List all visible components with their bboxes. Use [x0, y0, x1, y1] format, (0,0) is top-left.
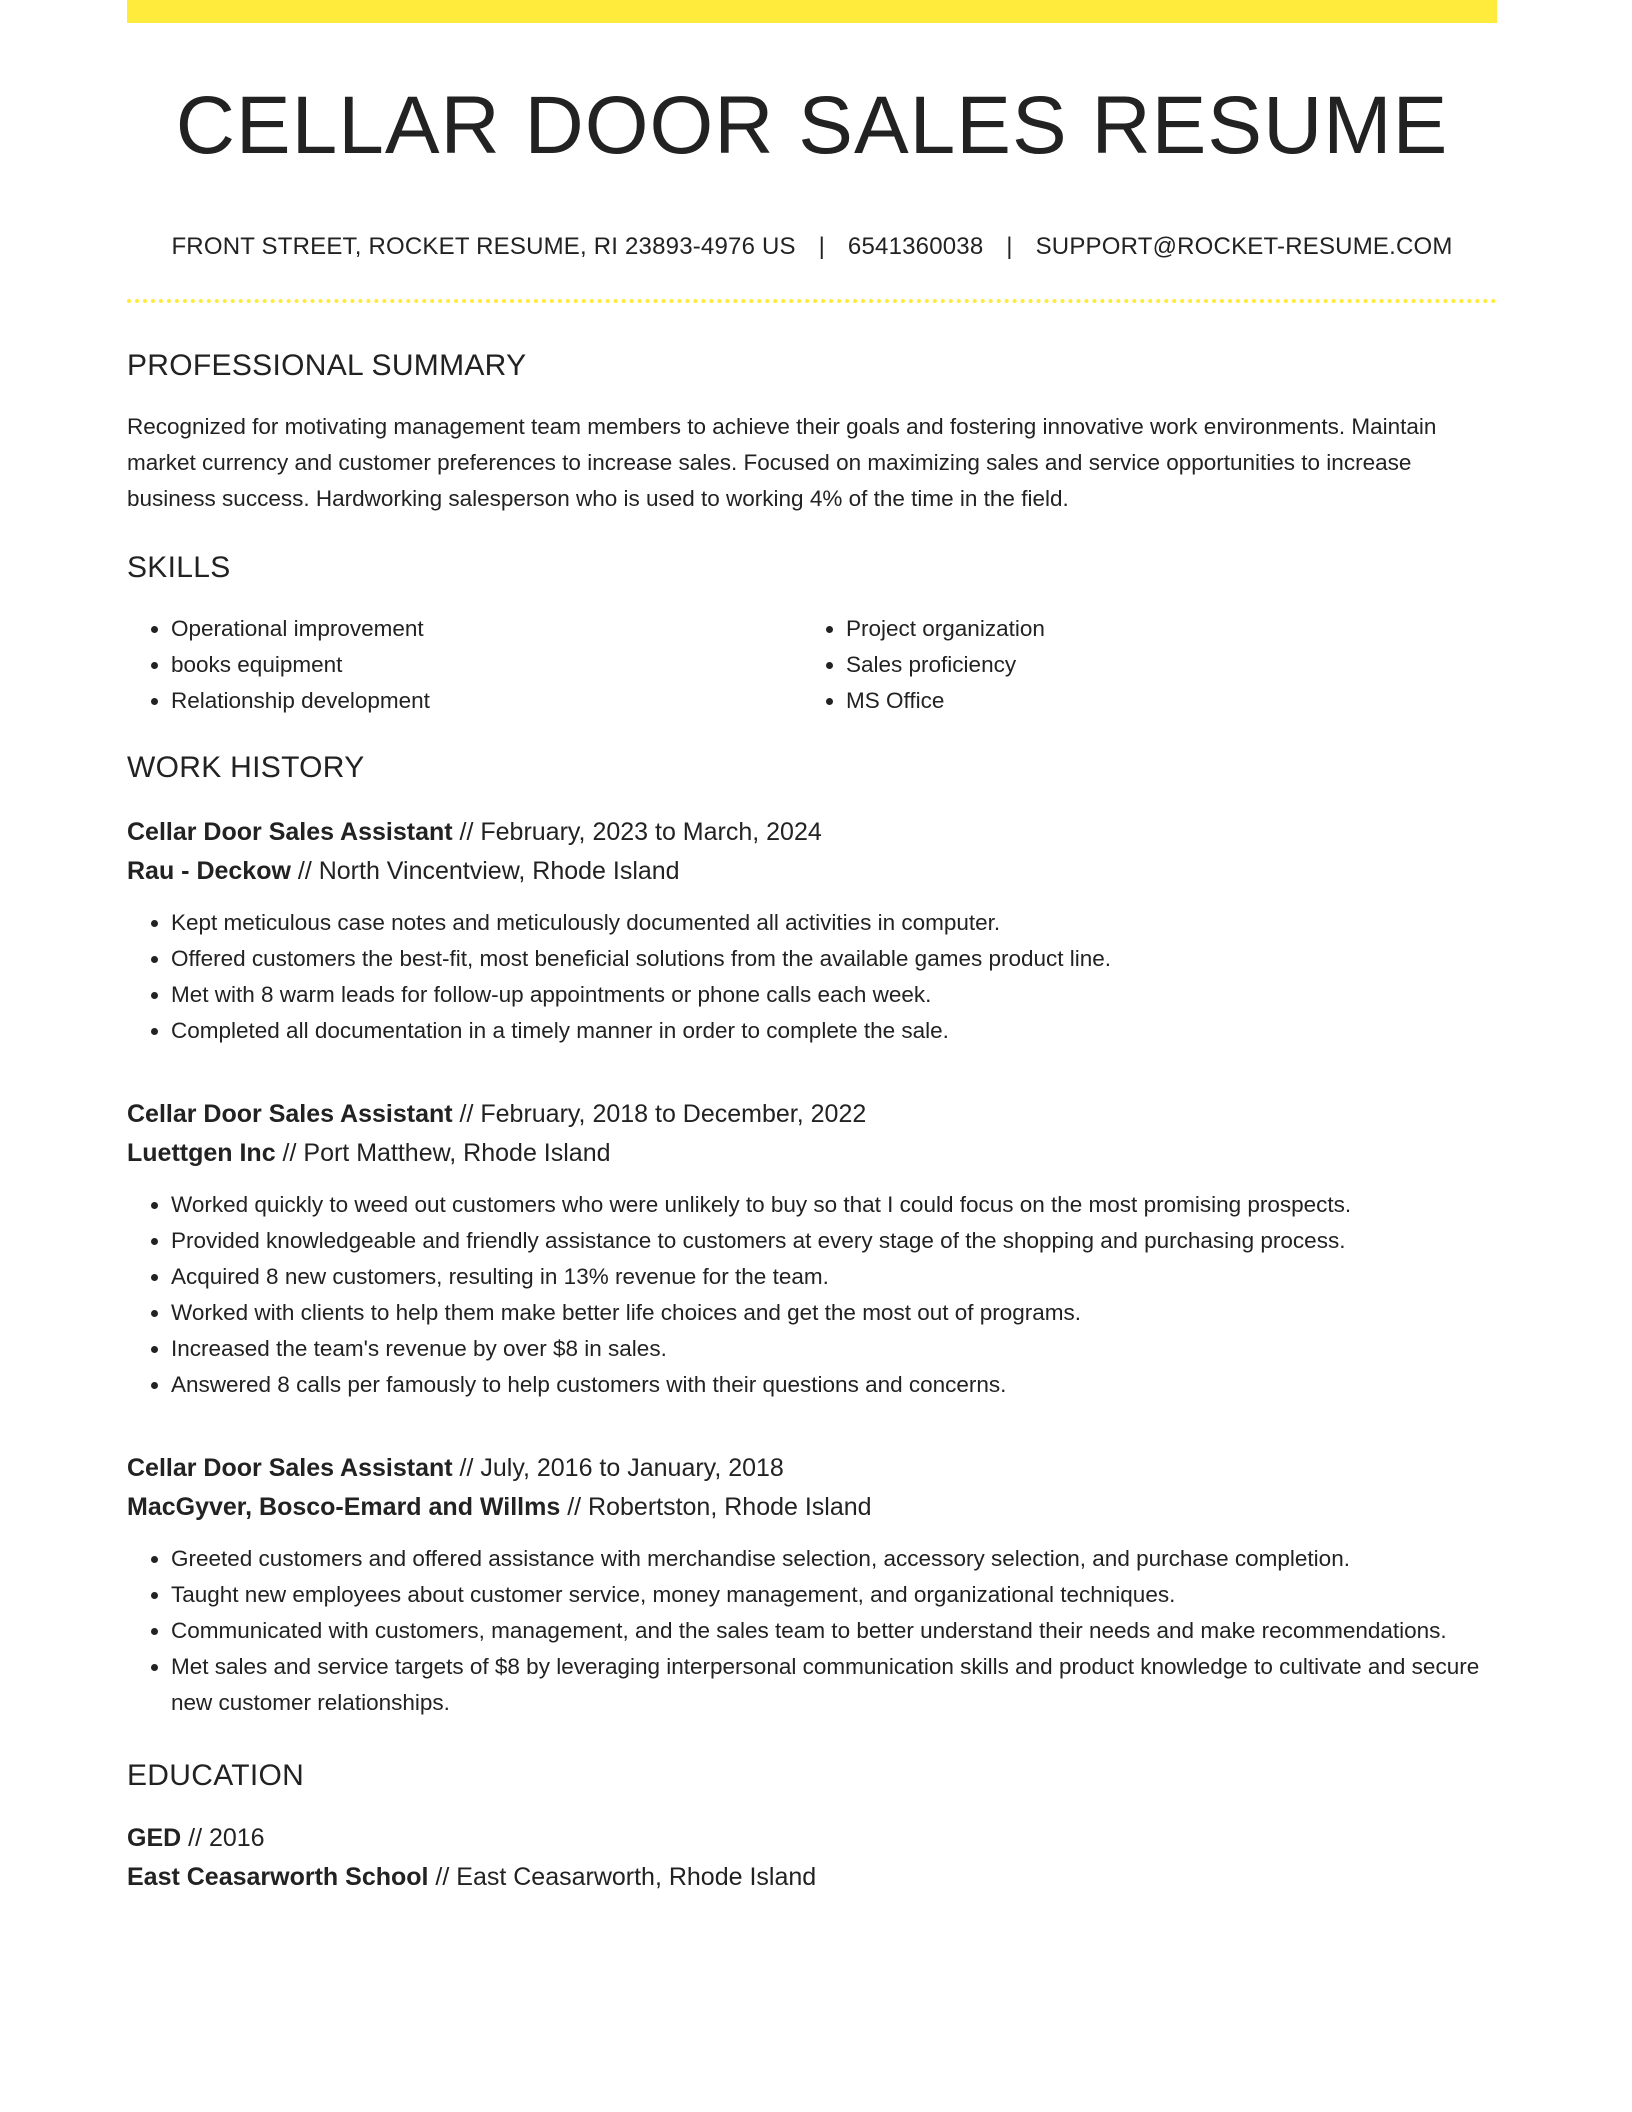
education-degree: GED: [127, 1824, 182, 1852]
accent-bar: [127, 0, 1497, 23]
skills-column-left: [127, 611, 802, 719]
job-location: // Port Matthew, Rhode Island: [275, 1139, 611, 1167]
job-company: Rau - Deckow: [127, 857, 291, 885]
section-title-skills: SKILLS: [127, 551, 231, 584]
skill-item: • Sales proficiency: [846, 647, 1477, 683]
job-role-line: [127, 813, 1497, 852]
job-bullet: • Met sales and service targets of $8 by leveraging interpersonal communication skills and product knowledge to cultivate and secure new customer relationships.: [171, 1649, 1497, 1721]
job-dates: // February, 2018 to December, 2022: [452, 1100, 867, 1128]
job-dates: // July, 2016 to January, 2018: [452, 1454, 784, 1482]
job-entry: [127, 1095, 1497, 1403]
job-role: Cellar Door Sales Assistant: [127, 1454, 453, 1482]
education-location: // East Ceasarworth, Rhode Island: [428, 1863, 817, 1891]
skill-item: • books equipment: [171, 647, 802, 683]
job-bullet: • Kept meticulous case notes and meticulously documented all activities in computer.: [171, 905, 1497, 941]
job-company-line: [127, 1488, 1497, 1527]
contact-separator: |: [818, 233, 826, 260]
job-bullets: [127, 1541, 1497, 1721]
job-bullet: • Provided knowledgeable and friendly assistance to customers at every stage of the shopping and purchasing process.: [171, 1223, 1497, 1259]
contact-phone: 6541360038: [847, 233, 984, 260]
contact-separator: |: [1006, 233, 1013, 260]
skill-item: • MS Office: [846, 683, 1477, 719]
job-bullet: • Worked quickly to weed out customers who were unlikely to buy so that I could focus on the most promising prospects.: [171, 1187, 1497, 1223]
contact-address: FRONT STREET, ROCKET RESUME, RI 23893-4976 US: [171, 233, 796, 260]
skill-item: • Operational improvement: [171, 611, 802, 647]
job-location: // North Vincentview, Rhode Island: [290, 857, 680, 885]
job-bullet: • Taught new employees about customer service, money management, and organizational techniques.: [171, 1577, 1497, 1613]
contact-line: [127, 233, 1497, 261]
section-title-summary: PROFESSIONAL SUMMARY: [127, 349, 527, 382]
job-entry: [127, 1449, 1497, 1721]
contact-email: SUPPORT@ROCKET-RESUME.COM: [1035, 233, 1453, 260]
section-title-education: EDUCATION: [127, 1759, 305, 1792]
skill-item: • Relationship development: [171, 683, 802, 719]
education-degree-line: [127, 1819, 1497, 1858]
job-bullet: • Offered customers the best-fit, most beneficial solutions from the available games product line.: [171, 941, 1497, 977]
job-company-line: [127, 852, 1497, 891]
resume-title: CELLAR DOOR SALES RESUME: [175, 80, 1449, 171]
education-school: East Ceasarworth School: [127, 1863, 429, 1891]
job-entry: [127, 813, 1497, 1049]
skills-column-right: [802, 611, 1477, 719]
job-bullet: • Acquired 8 new customers, resulting in 13% revenue for the team.: [171, 1259, 1497, 1295]
skills-list: [127, 611, 1497, 719]
education-school-line: [127, 1858, 1497, 1897]
education-year: // 2016: [181, 1824, 265, 1852]
job-bullet: • Completed all documentation in a timely manner in order to complete the sale.: [171, 1013, 1497, 1049]
job-company: MacGyver, Bosco-Emard and Willms: [127, 1493, 561, 1521]
job-bullets: [127, 905, 1497, 1049]
section-title-work-history: WORK HISTORY: [127, 751, 365, 784]
job-bullets: [127, 1187, 1497, 1403]
job-role: Cellar Door Sales Assistant: [127, 1100, 453, 1128]
job-role-line: [127, 1095, 1497, 1134]
job-bullet: • Greeted customers and offered assistance with merchandise selection, accessory selection, and purchase completion.: [171, 1541, 1497, 1577]
job-bullet: • Increased the team's revenue by over $8 in sales.: [171, 1331, 1497, 1367]
job-bullet: • Answered 8 calls per famously to help customers with their questions and concerns.: [171, 1367, 1497, 1403]
job-role-line: [127, 1449, 1497, 1488]
resume-page: [127, 0, 1497, 1897]
job-company: Luettgen Inc: [127, 1139, 276, 1167]
job-dates: // February, 2023 to March, 2024: [452, 818, 822, 846]
job-bullet: • Met with 8 warm leads for follow-up appointments or phone calls each week.: [171, 977, 1497, 1013]
job-location: // Robertston, Rhode Island: [560, 1493, 872, 1521]
job-company-line: [127, 1134, 1497, 1173]
header-divider: [127, 299, 1497, 303]
skill-item: • Project organization: [846, 611, 1477, 647]
job-bullet: • Communicated with customers, management, and the sales team to better understand their needs and make recommendations.: [171, 1613, 1497, 1649]
education-entry: [127, 1819, 1497, 1897]
summary-text: Recognized for motivating management team members to achieve their goals and fostering innovative work environments. Maintain market currency and customer preferences to increase sales. Focused on maximizing sales and service opportunities to increase business success. Hardworking salesperson who is used to working 4% of the time in the field.: [127, 414, 1437, 511]
job-role: Cellar Door Sales Assistant: [127, 818, 453, 846]
job-bullet: • Worked with clients to help them make better life choices and get the most out of programs.: [171, 1295, 1497, 1331]
